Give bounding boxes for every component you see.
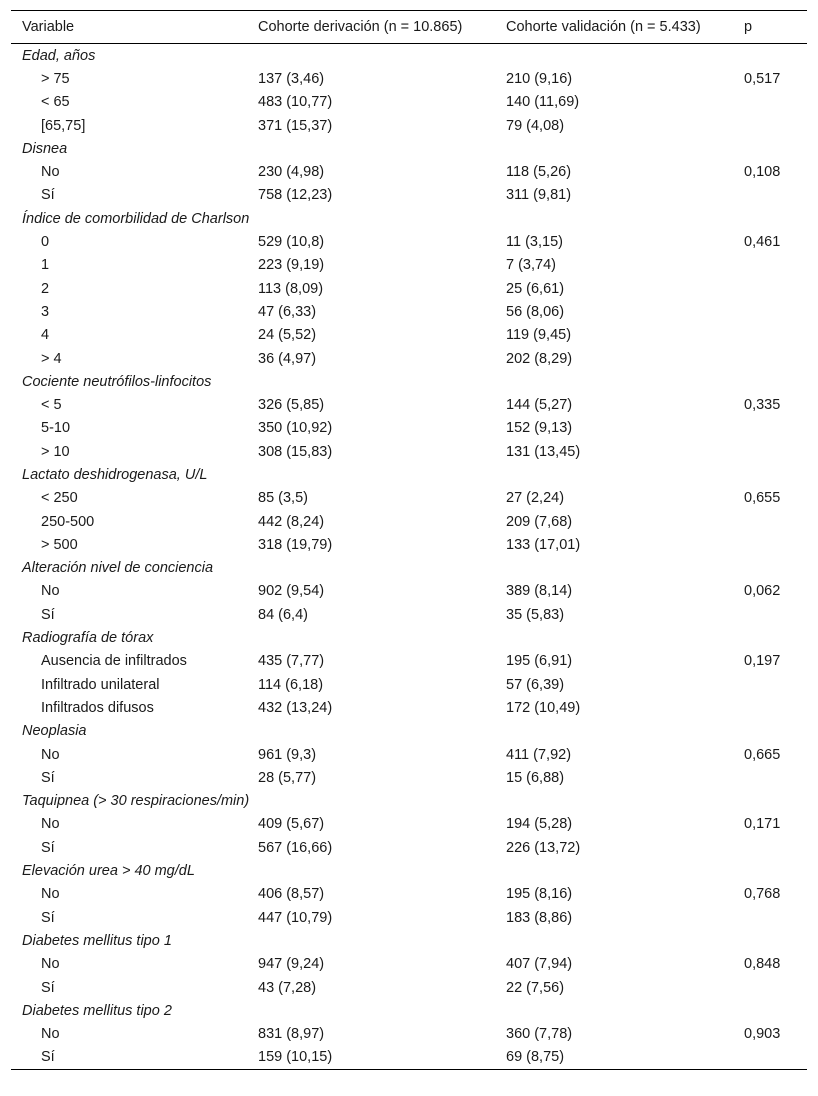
row-label: No (41, 164, 60, 181)
validation-value: 25 (6,61) (506, 280, 565, 297)
group-row (11, 370, 807, 393)
table-row (11, 67, 807, 90)
validation-value: 56 (8,06) (506, 303, 565, 320)
validation-value: 407 (7,94) (506, 956, 573, 973)
header-validation-cohort: Cohorte validación (n = 5.433) (506, 19, 701, 35)
table-row (11, 650, 807, 673)
group-row (11, 626, 807, 649)
p-value (733, 906, 807, 929)
derivation-value: 326 (5,85) (258, 397, 325, 414)
validation-value: 210 (9,16) (506, 70, 573, 87)
p-value: 0,171 (744, 816, 781, 833)
table-row (11, 300, 807, 323)
row-label: [65,75] (41, 117, 86, 134)
p-value (733, 603, 807, 626)
data-table-container (11, 10, 807, 1070)
table-row (11, 1022, 807, 1045)
validation-value: 7 (3,74) (506, 257, 556, 274)
group-label: Neoplasia (22, 723, 87, 740)
table-row (11, 766, 807, 789)
p-value: 0,108 (744, 164, 781, 181)
derivation-value: 758 (12,23) (258, 187, 333, 204)
validation-value: 118 (5,26) (506, 164, 572, 181)
table-row (11, 393, 807, 416)
header-row (11, 11, 807, 44)
p-value (733, 277, 807, 300)
p-value: 0,655 (744, 490, 781, 507)
p-value: 0,461 (744, 234, 781, 251)
group-row (11, 557, 807, 580)
table-row (11, 324, 807, 347)
table-header (11, 11, 807, 44)
header-derivation-cohort: Cohorte derivación (n = 10.865) (258, 19, 463, 35)
row-label: Sí (41, 769, 55, 786)
p-value: 0,517 (744, 70, 781, 87)
group-row (11, 929, 807, 952)
p-value (733, 300, 807, 323)
p-value (733, 417, 807, 440)
table-row (11, 883, 807, 906)
validation-value: 22 (7,56) (506, 979, 565, 996)
p-value (733, 254, 807, 277)
validation-value: 195 (6,91) (506, 653, 573, 670)
p-value (733, 184, 807, 207)
validation-value: 311 (9,81) (506, 187, 572, 204)
table-row (11, 91, 807, 114)
validation-value: 131 (13,45) (506, 443, 581, 460)
row-label: 250-500 (41, 513, 95, 530)
derivation-value: 84 (6,4) (258, 606, 308, 623)
validation-value: 79 (4,08) (506, 117, 565, 134)
row-label: < 65 (41, 94, 70, 111)
validation-value: 152 (9,13) (506, 420, 573, 437)
validation-value: 172 (10,49) (506, 699, 581, 716)
row-label: < 5 (41, 397, 62, 414)
derivation-value: 567 (16,66) (258, 839, 333, 856)
validation-value: 133 (17,01) (506, 536, 581, 553)
p-value (733, 347, 807, 370)
table-row (11, 696, 807, 719)
group-row (11, 859, 807, 882)
validation-value: 202 (8,29) (506, 350, 573, 367)
row-label: No (41, 816, 60, 833)
row-label: Ausencia de infiltrados (41, 653, 187, 670)
table-row (11, 673, 807, 696)
row-label: > 10 (41, 443, 70, 460)
table-row (11, 906, 807, 929)
group-row (11, 790, 807, 813)
table-row (11, 347, 807, 370)
group-label: Edad, años (22, 47, 96, 64)
validation-value: 69 (8,75) (506, 1049, 565, 1066)
p-value (733, 976, 807, 999)
group-row (11, 463, 807, 486)
validation-value: 11 (3,15) (506, 234, 563, 251)
row-label: No (41, 583, 60, 600)
table-row (11, 184, 807, 207)
table-row (11, 953, 807, 976)
derivation-value: 113 (8,09) (258, 280, 324, 297)
table-row (11, 440, 807, 463)
derivation-value: 831 (8,97) (258, 1026, 325, 1043)
row-label: Sí (41, 909, 55, 926)
table-row (11, 580, 807, 603)
validation-value: 183 (8,86) (506, 909, 573, 926)
p-value (733, 510, 807, 533)
table-row (11, 743, 807, 766)
group-label: Alteración nivel de conciencia (22, 560, 214, 577)
group-row (11, 999, 807, 1022)
p-value (733, 766, 807, 789)
derivation-value: 308 (15,83) (258, 443, 333, 460)
row-label: Sí (41, 839, 55, 856)
validation-value: 194 (5,28) (506, 816, 573, 833)
table-row (11, 230, 807, 253)
derivation-value: 529 (10,8) (258, 234, 325, 251)
table-row (11, 277, 807, 300)
table-row (11, 813, 807, 836)
derivation-value: 409 (5,67) (258, 816, 325, 833)
derivation-value: 447 (10,79) (258, 909, 333, 926)
derivation-value: 350 (10,92) (258, 420, 333, 437)
derivation-value: 902 (9,54) (258, 583, 325, 600)
group-label: Radiografía de tórax (22, 630, 154, 647)
row-label: No (41, 746, 60, 763)
group-row (11, 720, 807, 743)
table-row (11, 976, 807, 999)
table-row (11, 510, 807, 533)
group-label: Índice de comorbilidad de Charlson (22, 210, 250, 227)
validation-value: 226 (13,72) (506, 839, 581, 856)
validation-value: 195 (8,16) (506, 886, 573, 903)
group-label: Diabetes mellitus tipo 1 (22, 932, 172, 949)
p-value (733, 91, 807, 114)
p-value: 0,062 (744, 583, 781, 600)
row-label: Sí (41, 606, 55, 623)
table-body (11, 44, 807, 1070)
derivation-value: 43 (7,28) (258, 979, 317, 996)
p-value: 0,848 (744, 956, 781, 973)
table-row (11, 160, 807, 183)
row-label: 3 (41, 303, 50, 320)
row-label: 4 (41, 327, 50, 344)
group-label: Lactato deshidrogenasa, U/L (22, 466, 208, 483)
derivation-value: 406 (8,57) (258, 886, 325, 903)
derivation-value: 223 (9,19) (258, 257, 325, 274)
row-label: 0 (41, 234, 50, 251)
group-label: Elevación urea > 40 mg/dL (22, 863, 195, 880)
validation-value: 119 (9,45) (506, 327, 572, 344)
group-label: Taquipnea (> 30 respiraciones/min) (22, 793, 250, 810)
derivation-value: 36 (4,97) (258, 350, 317, 367)
group-label: Disnea (22, 140, 68, 157)
row-label: > 4 (41, 350, 62, 367)
table-row (11, 603, 807, 626)
p-value (733, 440, 807, 463)
derivation-value: 28 (5,77) (258, 769, 317, 786)
derivation-value: 318 (19,79) (258, 536, 333, 553)
group-row (11, 44, 807, 68)
derivation-value: 47 (6,33) (258, 303, 317, 320)
row-label: < 250 (41, 490, 78, 507)
row-label: Infiltrado unilateral (41, 676, 160, 693)
p-value: 0,665 (744, 746, 781, 763)
row-label: Sí (41, 187, 55, 204)
p-value: 0,335 (744, 397, 781, 414)
derivation-value: 442 (8,24) (258, 513, 325, 530)
p-value: 0,903 (744, 1026, 781, 1043)
p-value (733, 324, 807, 347)
table-row (11, 417, 807, 440)
group-row (11, 137, 807, 160)
p-value (733, 114, 807, 137)
table-row (11, 114, 807, 137)
derivation-value: 159 (10,15) (258, 1049, 333, 1066)
table-row (11, 487, 807, 510)
validation-value: 209 (7,68) (506, 513, 573, 530)
derivation-value: 85 (3,5) (258, 490, 308, 507)
row-label: Sí (41, 1049, 55, 1066)
derivation-value: 137 (3,46) (258, 70, 325, 87)
row-label: No (41, 1026, 60, 1043)
p-value (733, 1046, 807, 1070)
validation-value: 57 (6,39) (506, 676, 565, 693)
row-label: Sí (41, 979, 55, 996)
row-label: 1 (41, 257, 50, 274)
row-label: No (41, 956, 60, 973)
validation-value: 140 (11,69) (506, 94, 580, 111)
derivation-value: 947 (9,24) (258, 956, 325, 973)
derivation-value: 483 (10,77) (258, 94, 333, 111)
p-value (733, 673, 807, 696)
table-row (11, 1046, 807, 1070)
row-label: > 500 (41, 536, 78, 553)
group-label: Cociente neutrófilos-linfocitos (22, 373, 212, 390)
validation-value: 144 (5,27) (506, 397, 573, 414)
derivation-value: 24 (5,52) (258, 327, 317, 344)
group-row (11, 207, 807, 230)
row-label: No (41, 886, 60, 903)
derivation-value: 230 (4,98) (258, 164, 325, 181)
table-row (11, 836, 807, 859)
header-p-value: p (744, 19, 753, 35)
validation-value: 411 (7,92) (506, 746, 572, 763)
p-value (733, 533, 807, 556)
p-value (733, 836, 807, 859)
validation-value: 27 (2,24) (506, 490, 565, 507)
table-row (11, 254, 807, 277)
validation-value: 389 (8,14) (506, 583, 573, 600)
p-value (733, 696, 807, 719)
header-variable: Variable (22, 19, 75, 35)
row-label: Infiltrados difusos (41, 699, 154, 716)
row-label: 2 (41, 280, 50, 297)
validation-value: 35 (5,83) (506, 606, 565, 623)
derivation-value: 961 (9,3) (258, 746, 317, 763)
derivation-value: 371 (15,37) (258, 117, 333, 134)
group-label: Diabetes mellitus tipo 2 (22, 1002, 172, 1019)
p-value: 0,197 (744, 653, 781, 670)
validation-value: 15 (6,88) (506, 769, 565, 786)
derivation-value: 114 (6,18) (258, 676, 324, 693)
validation-value: 360 (7,78) (506, 1026, 573, 1043)
derivation-value: 435 (7,77) (258, 653, 325, 670)
table-row (11, 533, 807, 556)
row-label: > 75 (41, 70, 70, 87)
p-value: 0,768 (744, 886, 781, 903)
derivation-value: 432 (13,24) (258, 699, 333, 716)
row-label: 5-10 (41, 420, 71, 437)
cohort-comparison-table (11, 10, 807, 1070)
